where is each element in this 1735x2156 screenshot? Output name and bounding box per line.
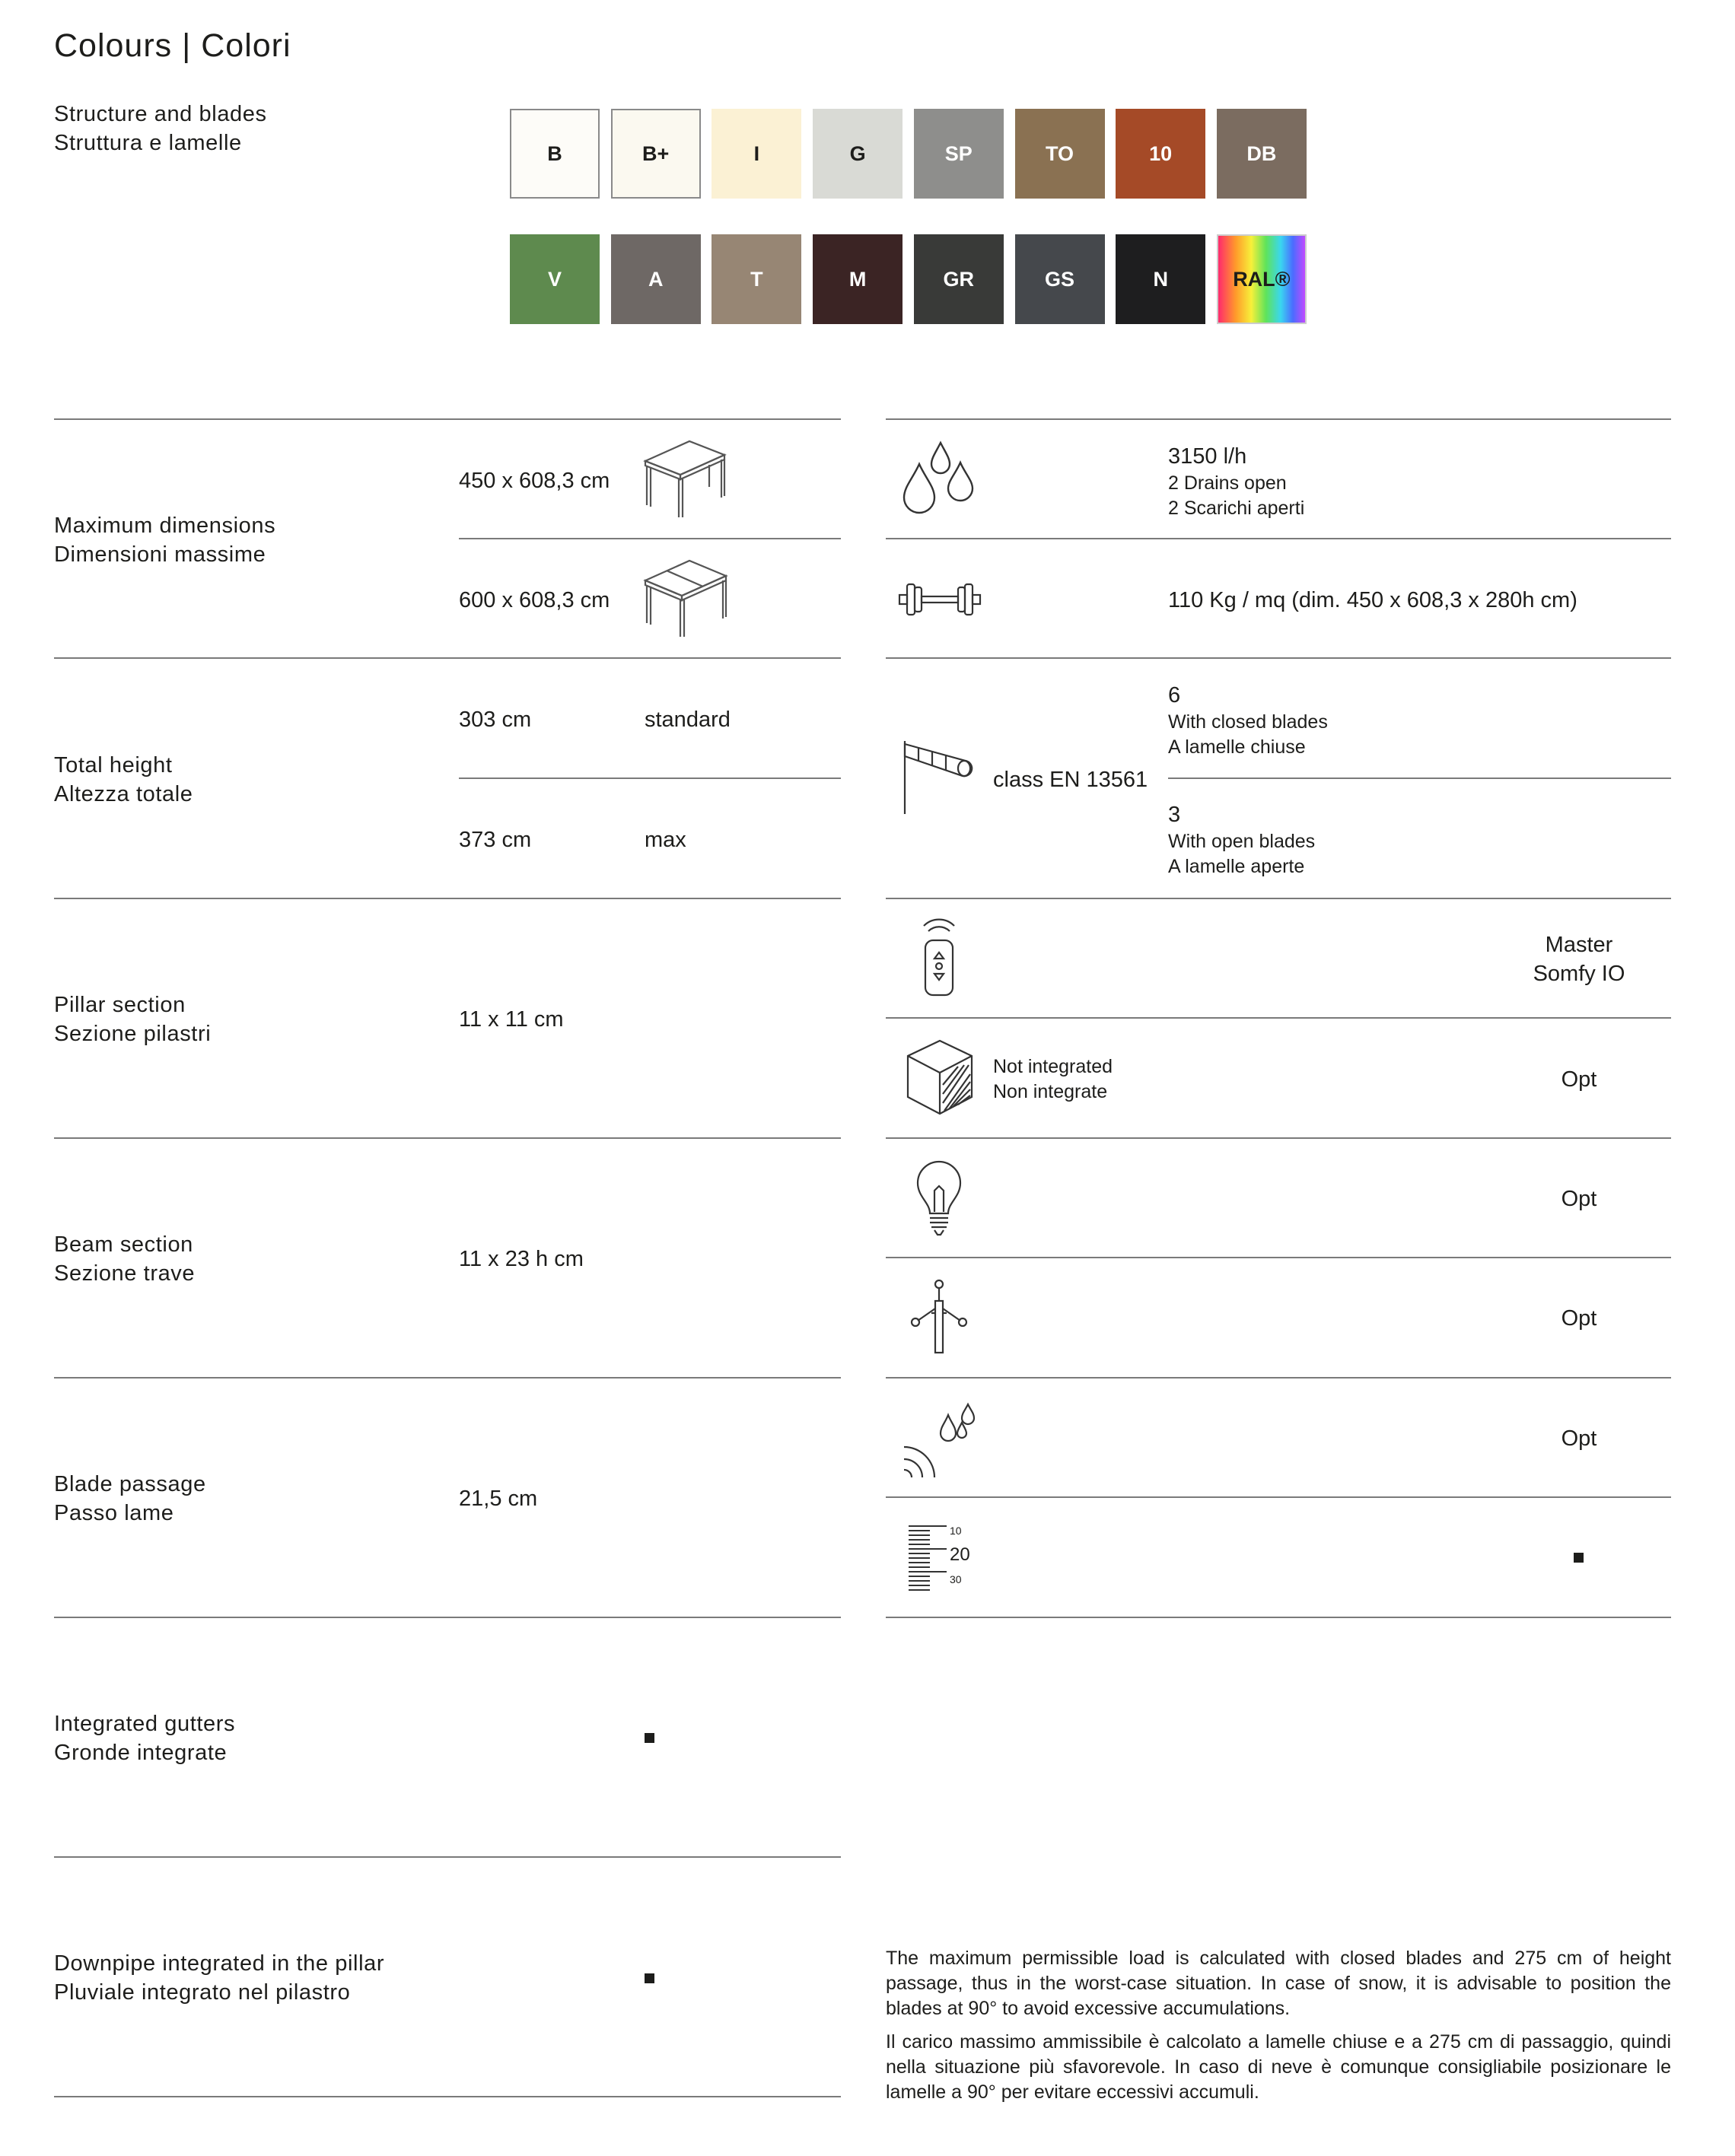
divider bbox=[54, 898, 841, 899]
colour-swatch-n: N bbox=[1116, 234, 1205, 324]
divider bbox=[459, 538, 841, 539]
colour-swatch-m: M bbox=[813, 234, 903, 324]
rain-sensor-icon bbox=[901, 1400, 980, 1476]
divider bbox=[886, 538, 1671, 539]
side-panel-cube-icon bbox=[905, 1039, 975, 1115]
colour-swatch-gs: GS bbox=[1015, 234, 1105, 324]
load-note-it: Il carico massimo ammissibile è calcolato a lamelle chiuse e a 275 cm di passaggio, quindi nella situazione più sfavorevole. In caso di neve è comunque consigliabile posizionare le lamelle a 90° per evitare eccessivi accumuli. bbox=[886, 2031, 1671, 2103]
load-value: 110 Kg / mq (dim. 450 x 608,3 x 280h cm) bbox=[1168, 588, 1577, 612]
beam-section-label bbox=[54, 1230, 195, 1288]
divider bbox=[886, 1137, 1671, 1139]
drain-capacity: 3150 l/h bbox=[1168, 444, 1247, 469]
colour-swatch-gr: GR bbox=[914, 234, 1004, 324]
divider bbox=[459, 777, 841, 779]
water-drops-icon bbox=[901, 441, 979, 519]
wind-open-info bbox=[1168, 800, 1315, 879]
divider bbox=[54, 1377, 841, 1379]
included-marker bbox=[1574, 1553, 1584, 1563]
total-height-en: Total height bbox=[54, 753, 173, 777]
divider bbox=[886, 1017, 1671, 1019]
beam-section-it: Sezione trave bbox=[54, 1261, 196, 1286]
total-height-label bbox=[54, 751, 193, 809]
gutters-label bbox=[54, 1709, 235, 1767]
colour-swatch-sp: SP bbox=[914, 109, 1004, 199]
divider bbox=[886, 418, 1671, 420]
max-dim-value-1: 450 x 608,3 cm bbox=[459, 469, 610, 493]
beam-section-en: Beam section bbox=[54, 1232, 193, 1257]
divider bbox=[886, 1496, 1671, 1498]
height-standard-note: standard bbox=[645, 708, 731, 732]
colour-swatch-db: DB bbox=[1217, 109, 1307, 199]
max-dim-value-2: 600 x 608,3 cm bbox=[459, 588, 610, 612]
scale-label-20: 20 bbox=[950, 1544, 970, 1565]
divider bbox=[886, 898, 1671, 899]
colour-swatch-to: TO bbox=[1015, 109, 1105, 199]
side-panel-en: Not integrated bbox=[993, 1056, 1113, 1077]
colour-swatch-ral: RAL® bbox=[1217, 234, 1307, 324]
downpipe-it: Pluviale integrato nel pilastro bbox=[54, 1980, 351, 2005]
windsock-icon bbox=[902, 739, 978, 816]
lighting-opt: Opt bbox=[1561, 1187, 1597, 1211]
divider bbox=[1168, 777, 1671, 779]
wind-open-it: A lamelle aperte bbox=[1168, 856, 1305, 877]
drain-count-en: 2 Drains open bbox=[1168, 472, 1287, 494]
divider bbox=[54, 657, 841, 659]
gutters-en: Integrated gutters bbox=[54, 1712, 236, 1736]
colour-swatch-v: V bbox=[510, 234, 600, 324]
colour-swatch-g: G bbox=[813, 109, 903, 199]
wind-open-en: With open blades bbox=[1168, 831, 1316, 852]
rain-sensor-opt: Opt bbox=[1561, 1426, 1597, 1451]
wind-closed-info bbox=[1168, 681, 1328, 760]
colour-swatch-t: T bbox=[712, 234, 801, 324]
colour-swatch-b: B bbox=[510, 109, 600, 199]
blade-passage-label bbox=[54, 1470, 206, 1528]
drain-count-it: 2 Scarichi aperti bbox=[1168, 498, 1305, 519]
max-dimensions-label bbox=[54, 511, 275, 569]
colours-label-en: Structure and blades bbox=[54, 102, 267, 126]
divider bbox=[54, 1856, 841, 1858]
wind-closed-it: A lamelle chiuse bbox=[1168, 736, 1306, 758]
divider bbox=[886, 1617, 1671, 1618]
wind-closed-value: 6 bbox=[1168, 683, 1181, 708]
motor-line-2: Somfy IO bbox=[1533, 962, 1625, 986]
downpipe-label bbox=[54, 1949, 384, 2007]
divider bbox=[54, 1617, 841, 1618]
colour-swatch-bplus: B+ bbox=[611, 109, 701, 199]
height-max-note: max bbox=[645, 828, 686, 852]
pergola-single-icon bbox=[644, 440, 727, 520]
dumbbell-icon bbox=[896, 580, 983, 619]
remote-control-icon bbox=[916, 919, 962, 998]
blade-passage-en: Blade passage bbox=[54, 1472, 206, 1496]
divider bbox=[54, 418, 841, 420]
scale-label-30: 30 bbox=[950, 1573, 962, 1585]
included-marker bbox=[645, 1973, 654, 1983]
drain-info bbox=[1168, 442, 1304, 521]
heater-icon bbox=[910, 1278, 968, 1354]
blade-passage-value: 21,5 cm bbox=[459, 1487, 538, 1511]
total-height-it: Altezza totale bbox=[54, 782, 193, 806]
height-max-value: 373 cm bbox=[459, 828, 532, 852]
included-marker bbox=[645, 1733, 654, 1743]
height-standard-value: 303 cm bbox=[459, 708, 532, 732]
colour-swatch-a: A bbox=[611, 234, 701, 324]
wind-open-value: 3 bbox=[1168, 803, 1181, 827]
colour-swatch-10: 10 bbox=[1116, 109, 1205, 199]
side-panel-opt: Opt bbox=[1561, 1067, 1597, 1092]
divider bbox=[54, 2096, 841, 2097]
divider bbox=[886, 657, 1671, 659]
pillar-section-en: Pillar section bbox=[54, 993, 186, 1017]
side-panel-info bbox=[993, 1054, 1113, 1105]
divider bbox=[886, 1377, 1671, 1379]
pergola-double-icon bbox=[644, 559, 729, 639]
pillar-section-value: 11 x 11 cm bbox=[459, 1007, 564, 1032]
pillar-section-it: Sezione pilastri bbox=[54, 1022, 212, 1046]
wind-class: class EN 13561 bbox=[993, 768, 1148, 792]
downpipe-en: Downpipe integrated in the pillar bbox=[54, 1951, 385, 1976]
colour-swatch-i: I bbox=[712, 109, 801, 199]
motor-line-1: Master bbox=[1545, 933, 1613, 957]
max-dimensions-en: Maximum dimensions bbox=[54, 514, 276, 538]
beam-section-value: 11 x 23 h cm bbox=[459, 1247, 584, 1271]
light-bulb-icon bbox=[915, 1160, 963, 1236]
heater-opt: Opt bbox=[1561, 1306, 1597, 1331]
blade-passage-it: Passo lame bbox=[54, 1501, 174, 1525]
page-title: Colours | Colori bbox=[54, 27, 291, 64]
max-dimensions-it: Dimensioni massime bbox=[54, 542, 266, 567]
divider bbox=[886, 1257, 1671, 1258]
pillar-section-label bbox=[54, 991, 211, 1048]
wind-closed-en: With closed blades bbox=[1168, 711, 1328, 733]
colours-label-it: Struttura e lamelle bbox=[54, 131, 242, 155]
motor-info bbox=[1484, 930, 1674, 988]
load-note-en: The maximum permissible load is calculated with closed blades and 275 cm of height passage, thus in the worst-case situation. In case of snow, it is advisable to position the blades at 90° to avoid excessive accumulations. bbox=[886, 1948, 1671, 2019]
gutters-it: Gronde integrate bbox=[54, 1741, 228, 1765]
scale-label-10: 10 bbox=[950, 1525, 962, 1537]
divider bbox=[54, 1137, 841, 1139]
side-panel-it: Non integrate bbox=[993, 1081, 1108, 1102]
colours-label bbox=[54, 100, 267, 157]
